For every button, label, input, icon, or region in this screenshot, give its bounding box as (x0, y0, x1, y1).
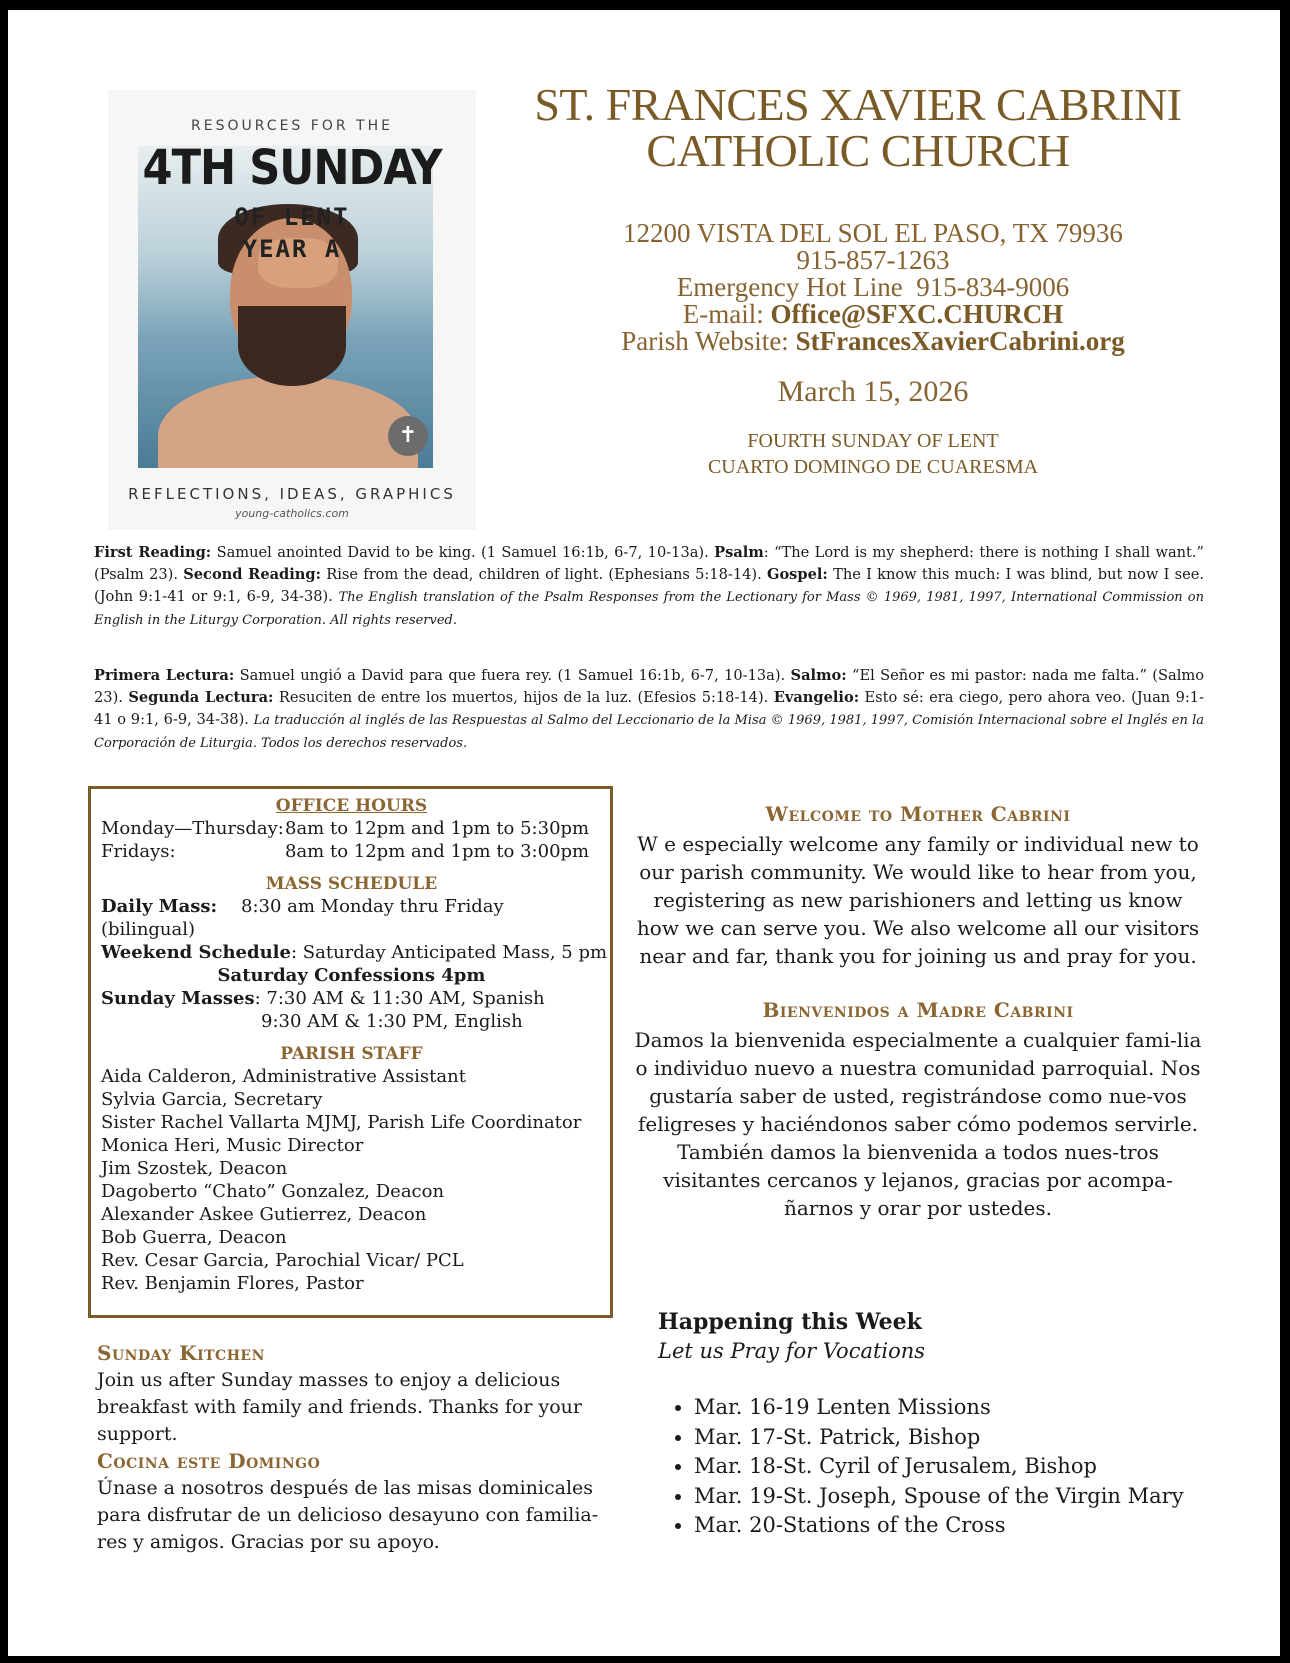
staff-member: Monica Heri, Music Director (101, 1135, 364, 1156)
website: Parish Website: StFrancesXavierCabrini.org (621, 326, 1125, 356)
event-item: • Mar. 16-19 Lenten Missions (694, 1393, 1218, 1423)
website-link[interactable]: StFrancesXavierCabrini.org (795, 326, 1125, 356)
staff-member: Jim Szostek, Deacon (101, 1158, 288, 1179)
cover-heading: 4TH SUNDAY (142, 140, 442, 196)
kitchen-title-es: Cocina este Domingo (97, 1449, 321, 1473)
email-link[interactable]: Office@SFXC.CHURCH (770, 299, 1064, 329)
staff-member: Aida Calderon, Administrative Assistant (101, 1066, 466, 1087)
confessions: Saturday Confessions 4pm (217, 965, 486, 986)
staff-member: Alexander Askee Gutierrez, Deacon (101, 1204, 427, 1225)
sunday-masses: Sunday Masses: 7:30 AM & 11:30 AM, Spanish (101, 988, 545, 1009)
bulletin-page (8, 10, 1280, 1656)
staff-member: Bob Guerra, Deacon (101, 1227, 287, 1248)
staff-member: Dagoberto “Chato” Gonzalez, Deacon (101, 1181, 445, 1202)
happening-subtitle: Let us Pray for Vocations (658, 1339, 926, 1363)
address: 12200 VISTA DEL SOL EL PASO, TX 79936 (623, 218, 1123, 248)
daily-mass-note: (bilingual) (101, 919, 196, 940)
staff-member: Rev. Benjamin Flores, Pastor (101, 1273, 364, 1294)
welcome-title-en: Welcome to Mother Cabrini (765, 802, 1071, 826)
young-catholics-logo-icon: ✝ (388, 416, 428, 456)
hotline: Emergency Hot Line 915-834-9006 (676, 272, 1070, 302)
cover-site: young-catholics.com (235, 507, 349, 520)
hours-mon-thu: Monday—Thursday:8am to 12pm and 1pm to 5:30pm (101, 818, 590, 839)
kitchen-text-es: Únase a nosotros después de las misas dominicales para disfrutar de un delicioso desayuno con familia-res y amigos. Gracias por su apoyo. (97, 1477, 599, 1553)
email: E-mail: Office@SFXC.CHURCH (682, 299, 1064, 329)
mass-schedule-title: MASS SCHEDULE (265, 874, 438, 894)
sunday-masses-english: 9:30 AM & 1:30 PM, English (261, 1011, 523, 1032)
liturgical-day: FOURTH SUNDAY OF LENT CUARTO DOMINGO DE CUARESMA (707, 430, 1039, 478)
welcome-text-es: Damos la bienvenida especialmente a cualquier fami-lia o individuo nuevo a nuestra comunidad parroquial. Nos gustaría saber de usted, registrándose como nue-vos feligreses y haciéndonos saber cómo podemos servirle. También damos la bienvenida a todos nues-tros visitantes cercanos y lejanos, gracias por acompa-ñarnos y orar por ustedes. (634, 1028, 1202, 1220)
cover-subheading-1: OF LENT (234, 203, 350, 231)
phone: 915-857-1263 (796, 245, 950, 275)
readings-english: First Reading: Samuel anointed David to be king. (1 Samuel 16:1b, 6-7, 10-13a). Psalm: “The Lord is my shepherd: there is nothing I shall want.” (Psalm 23). Second Reading: Rise from the dead, children of light. (Ephesians 5:18-14). Gospel: The I know this much: I was blind, but now I see. (John 9:1-41 or 9:1, 6-9, 34-38). The English translation of the Psalm Responses from the Lectionary for Mass © 1969, 1981, 1997, International Commission on English in the Liturgy Corporation. All rights reserved. (94, 544, 1205, 628)
welcome-title-es: Bienvenidos a Madre Cabrini (762, 998, 1074, 1022)
staff-member: Rev. Cesar Garcia, Parochial Vicar/ PCL (101, 1250, 464, 1271)
bulletin-date: March 15, 2026 (777, 375, 969, 408)
church-name: ST. FRANCES XAVIER CABRINI CATHOLIC CHURCH (534, 79, 1182, 176)
hours-fri: Fridays: 8am to 12pm and 1pm to 3:00pm (101, 841, 590, 862)
welcome-text-en: W e especially welcome any family or individual new to our parish community. We would like to hear from you, registering as new parishioners and letting us know how we can serve you. We also welcome all our visitors near and far, thank you for joining us and pray for you. (636, 832, 1200, 968)
daily-mass: Daily Mass: 8:30 am Monday thru Friday (101, 896, 504, 917)
cover-subheading-2: YEAR A (242, 235, 342, 263)
event-item: • Mar. 18-St. Cyril of Jerusalem, Bishop (694, 1452, 1218, 1482)
happening-title: Happening this Week (658, 1309, 922, 1335)
cover-kicker: RESOURCES FOR THE (191, 118, 393, 134)
event-item: • Mar. 19-St. Joseph, Spouse of the Virgin Mary (694, 1482, 1218, 1512)
sunday-kitchen-section (97, 1340, 607, 1556)
events-list (658, 1393, 1218, 1541)
staff-member: Sister Rachel Vallarta MJMJ, Parish Life Coordinator (101, 1112, 582, 1133)
staff-member: Sylvia Garcia, Secretary (101, 1089, 323, 1110)
lent-cover-graphic (108, 90, 476, 530)
kitchen-title-en: Sunday Kitchen (97, 1341, 265, 1365)
welcome-section (633, 800, 1203, 1222)
weekend-schedule: Weekend Schedule: Saturday Anticipated Mass, 5 pm (101, 942, 608, 963)
contact-info (548, 220, 1198, 355)
office-hours-title: OFFICE HOURS (275, 796, 428, 816)
kitchen-text-en: Join us after Sunday masses to enjoy a delicious breakfast with family and friends. Thanks for your support. (97, 1369, 582, 1445)
readings-spanish: Primera Lectura: Samuel ungió a David para que fuera rey. (1 Samuel 16:1b, 6-7, 10-13a). Salmo: “El Señor es mi pastor: nada me falta.” (Salmo 23). Segunda Lectura: Resuciten de entre los muertos, hijos de la luz. (Efesios 5:18-14). Evangelio: Esto sé: era ciego, pero ahora veo. (Juan 9:1-41 o 9:1, 6-9, 34-38). La traducción al inglés de las Respuestas al Salmo del Leccionario de la Misa © 1969, 1981, 1997, Comisión Internacional sobre el Inglés en la Corporación de Liturgia. Todos los derechos reservados. (94, 667, 1205, 751)
event-item: • Mar. 17-St. Patrick, Bishop (694, 1423, 1218, 1453)
happening-this-week (658, 1307, 1218, 1541)
parish-staff-title: PARISH STAFF (280, 1044, 423, 1064)
office-info-box (88, 786, 613, 1318)
cover-footer: REFLECTIONS, IDEAS, GRAPHICS (128, 485, 456, 503)
event-item: • Mar. 20-Stations of the Cross (694, 1511, 1218, 1541)
